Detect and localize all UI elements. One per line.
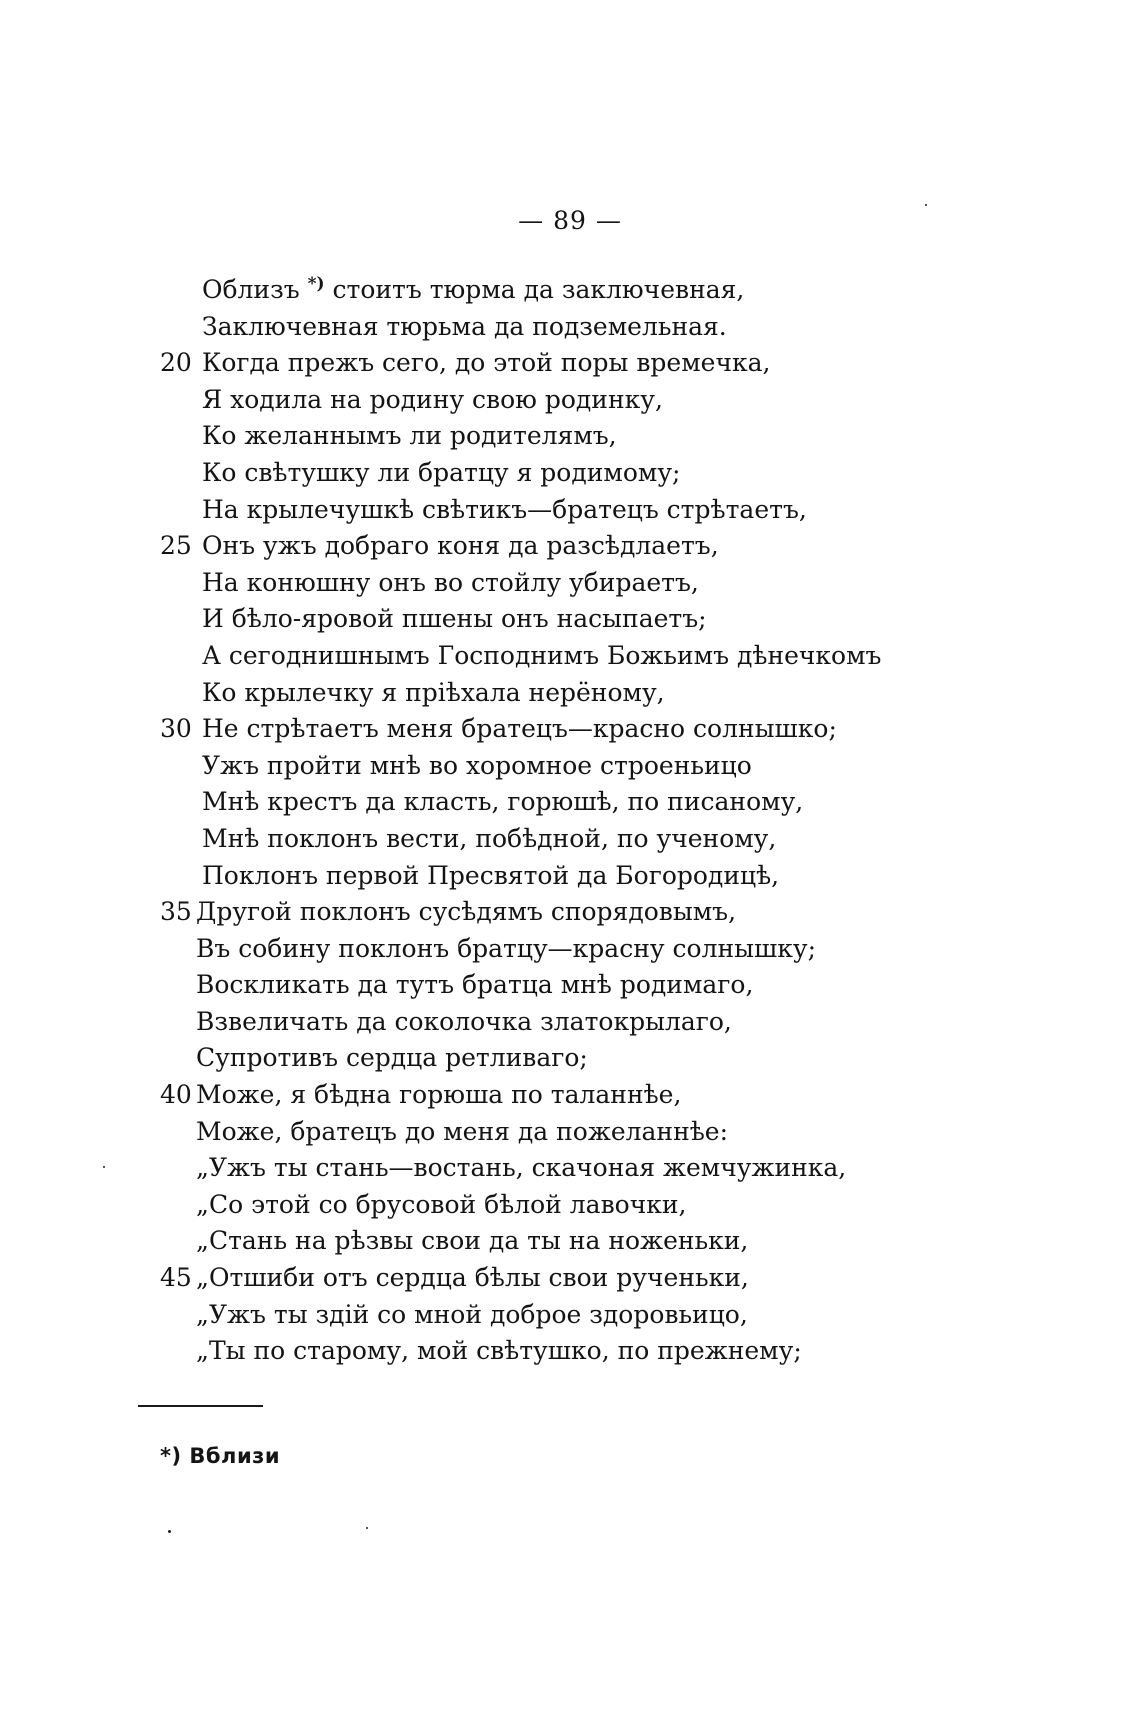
- line-text: На конюшну онъ во стойлу убираетъ,: [202, 567, 699, 597]
- poem-line: [0, 382, 1140, 419]
- line-number: 25: [160, 531, 192, 561]
- line-text: Ко свѣтушку ли братцу я родимому;: [202, 457, 681, 487]
- line-text: Другой поклонъ сусѣдямъ спорядовымъ,: [196, 897, 737, 927]
- poem-line: [0, 1333, 1140, 1370]
- line-text: На крылечушкѣ свѣтикъ—братецъ стрѣтаетъ,: [202, 494, 807, 524]
- poem-line: [0, 1260, 1140, 1297]
- line-text: А сегоднишнымъ Господнимъ Божьимъ дѣнечкомъ: [202, 640, 882, 670]
- poem-line: [0, 1077, 1140, 1114]
- poem-line: [0, 1114, 1140, 1151]
- line-text: Мнѣ крестъ да класть, горюшѣ, по писаному,: [202, 787, 804, 817]
- footnote-divider: [138, 1405, 263, 1407]
- footnote: *) Вблизи: [160, 1444, 281, 1468]
- line-number: 20: [160, 348, 192, 378]
- line-text-start: Облизъ: [202, 275, 300, 304]
- poem-line: [0, 748, 1140, 785]
- line-number: 30: [160, 714, 192, 744]
- line-text: „Со этой со брусовой бѣлой лавочки,: [196, 1189, 687, 1219]
- poem-line: [0, 1187, 1140, 1224]
- poem-line: [0, 272, 1140, 309]
- line-text: Може, я бѣдна горюша по таланнѣе,: [196, 1080, 682, 1110]
- print-speck: [925, 204, 927, 206]
- line-text: „Ужъ ты стань—востань, скачоная жемчужинка,: [196, 1153, 847, 1183]
- line-text: Воскликать да тутъ братца мнѣ родимаго,: [196, 970, 754, 1000]
- line-number: 35: [160, 897, 192, 927]
- line-text: „Ты по старому, мой свѣтушко, по прежнему;: [196, 1336, 802, 1366]
- poem-line: [0, 784, 1140, 821]
- line-text: Не стрѣтаетъ меня братецъ—красно солнышко;: [202, 714, 837, 744]
- line-text: Когда прежъ сего, до этой поры времечка,: [202, 348, 771, 378]
- poem-line: [0, 565, 1140, 602]
- print-speck: [168, 1530, 171, 1533]
- line-number: 45: [160, 1263, 192, 1293]
- line-text: Поклонъ первой Пресвятой да Богородицѣ,: [202, 860, 780, 890]
- line-number: 40: [160, 1080, 192, 1110]
- poem-line: [0, 1223, 1140, 1260]
- poem-line: [0, 967, 1140, 1004]
- poem-line: [0, 455, 1140, 492]
- poem-line: [0, 601, 1140, 638]
- line-text: Въ собину поклонъ братцу—красну солнышку;: [196, 933, 817, 963]
- line-text: „Стань на рѣзвы свои да ты на ноженьки,: [196, 1226, 749, 1256]
- poem-line: [0, 858, 1140, 895]
- line-text: „Отшиби отъ сердца бѣлы свои рученьки,: [196, 1263, 749, 1293]
- line-text-rest: стоитъ тюрма да заключевная,: [332, 275, 745, 304]
- poem-line: [0, 894, 1140, 931]
- line-text: „Ужъ ты здій со мной доброе здоровьицо,: [196, 1299, 748, 1329]
- line-text: Заключевная тюрьма да подземельная.: [202, 311, 727, 341]
- line-text: Онъ ужъ добраго коня да разсѣдлаетъ,: [202, 531, 719, 561]
- print-speck: [366, 1527, 368, 1529]
- poem-line: [0, 309, 1140, 346]
- poem-line: [0, 711, 1140, 748]
- footnote-reference: *): [307, 274, 325, 294]
- line-text: Ко крылечку я пріѣхала нерёному,: [202, 677, 665, 707]
- poem-line: [0, 1040, 1140, 1077]
- poem-line: [0, 1150, 1140, 1187]
- line-text: Може, братецъ до меня да пожеланнѣе:: [196, 1116, 729, 1146]
- line-text: Ко желаннымъ ли родителямъ,: [202, 421, 617, 451]
- poem-line: [0, 1297, 1140, 1334]
- poem-line: [0, 345, 1140, 382]
- poem: [0, 272, 1140, 1370]
- line-text: И бѣло-яровой пшены онъ насыпаетъ;: [202, 604, 707, 634]
- poem-line: [0, 528, 1140, 565]
- poem-line: [0, 675, 1140, 712]
- line-text: Мнѣ поклонъ вести, побѣдной, по ученому,: [202, 823, 777, 853]
- poem-line: [0, 821, 1140, 858]
- line-text: Ужъ пройти мнѣ во хоромное строеньицо: [202, 750, 752, 780]
- page-number: — 89 —: [518, 206, 622, 235]
- poem-line: [0, 418, 1140, 455]
- poem-line: [0, 1004, 1140, 1041]
- line-text: Взвеличать да соколочка златокрылаго,: [196, 1006, 732, 1036]
- line-text: [202, 272, 744, 312]
- line-text: Супротивъ сердца ретливаго;: [196, 1043, 588, 1073]
- poem-line: [0, 931, 1140, 968]
- poem-line: [0, 638, 1140, 675]
- poem-line: [0, 492, 1140, 529]
- line-text: Я ходила на родину свою родинку,: [202, 384, 663, 414]
- print-speck: [103, 1166, 105, 1168]
